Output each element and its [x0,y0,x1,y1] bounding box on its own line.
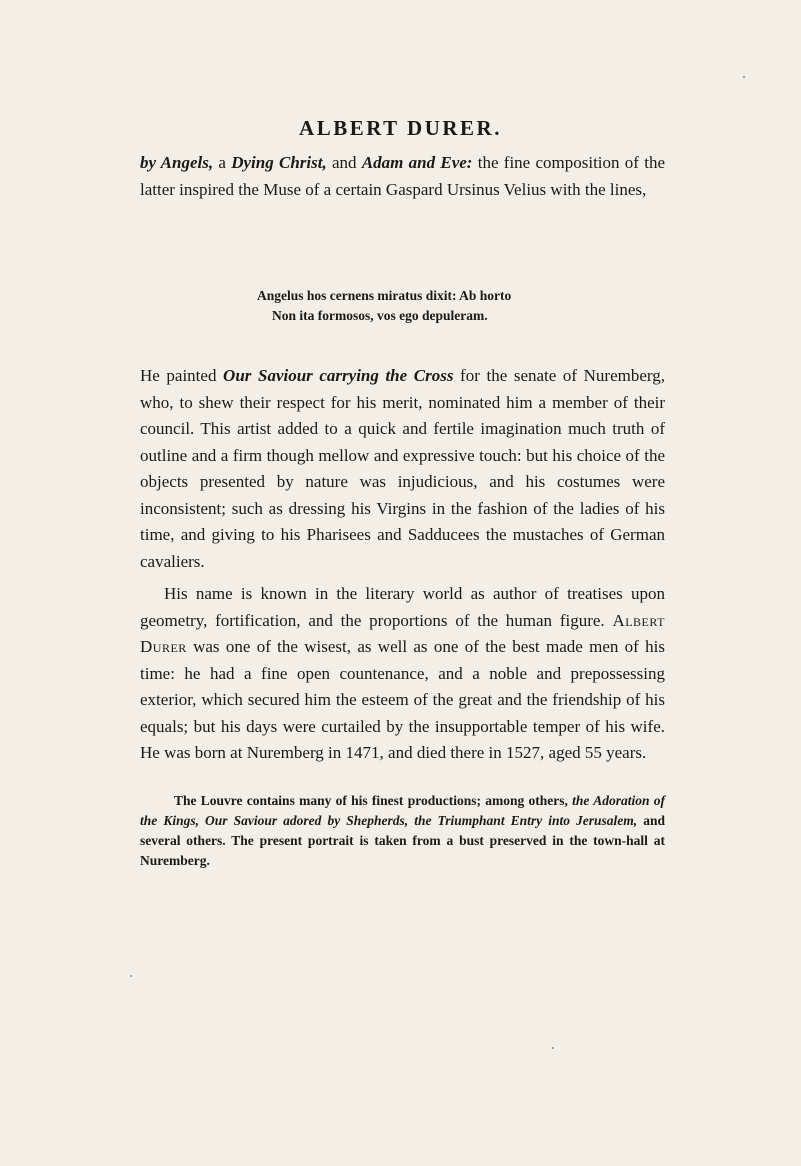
paragraph-1-text-1: a [213,153,232,172]
paragraph-1 [140,150,665,203]
verse-line-2: Non ita formosos, vos ego depuleram. [272,308,488,323]
paragraph-2-em-1: Our Saviour carrying the Cross [223,366,454,385]
paragraph-1-em-3: Adam and Eve: [361,153,473,172]
page-title: ALBERT DURER. [299,116,502,140]
footnote-em-1: the Adoration of the Kings, Our Saviour adored by Shepherds, the Triumphant Entry into Jerusalem, [140,793,665,828]
paragraph-1-em-2: Dying Christ, [231,153,327,172]
paper-speck [743,76,745,78]
paragraph-2-text-2: for the senate of Nuremberg, who, to shew their respect for his merit, nominated him a member of their council. This artist added to a quick and fertile imagination much truth of outline and a firm though mellow and expressive touch: but his choice of the objects presented by nature was injudicious, and his costumes were inconsistent; such as dressing his Virgins in the fashion of the ladies of his time, and giving to his Pharisees and Sadducees the mustaches of German cavaliers. [140,366,665,571]
paragraph-1-text-3: the fine composition of the latter inspired the Muse of a certain Gaspard Ursinus Velius with the lines, [140,153,666,199]
paper-speck [130,975,132,977]
verse-line-1: Angelus hos cernens miratus dixit: Ab horto [257,288,512,303]
paragraph-2 [140,363,665,575]
latin-verse [257,286,511,326]
paragraph-1-text-2: and [326,153,362,172]
paragraph-3-text-2: was one of the wisest, as well as one of the best made men of his time: he had a fine open countenance, and a noble and prepossessing exterior, which secured him the esteem of the great and the friendship of his equals; but his days were curtailed by the insupportable temper of his wife. He was born at Nuremberg in 1471, and died there in 1527, aged 55 years. [140,637,665,762]
paper-speck [552,1047,554,1049]
paragraph-3-smallcaps: Albert Durer [140,610,665,656]
paragraph-3 [140,581,665,767]
footnote-text-1: The Louvre contains many of his finest productions; among others, [174,793,573,808]
footnote [140,791,665,871]
footnote-text-2: and several others. The present portrait is taken from a bust preserved in the town-hall at Nuremberg. [140,813,665,868]
paragraph-2-text-1: He painted [140,366,224,385]
paragraph-1-em-1: by Angels, [140,153,214,172]
paragraph-3-text-1: His name is known in the literary world as author of treatises upon geometry, fortification, and the proportions of the human figure. [140,584,665,630]
